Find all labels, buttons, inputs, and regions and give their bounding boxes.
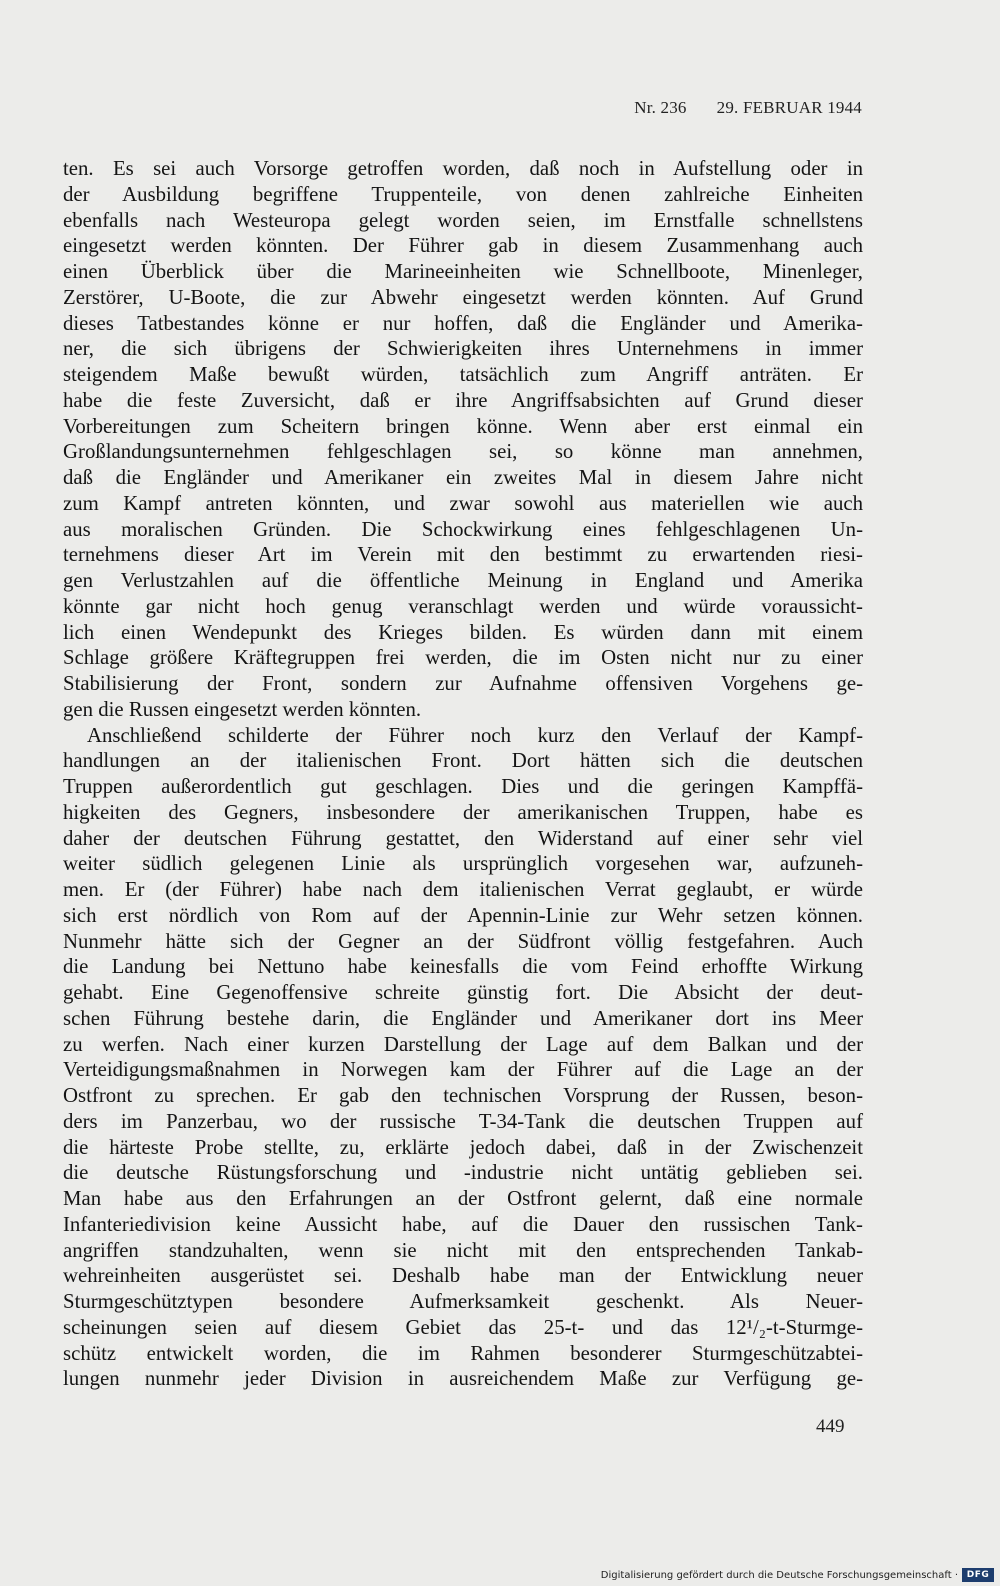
text-line: habe die feste Zuversicht, daß er ihre Angriffsabsichten auf Grund dieser bbox=[63, 388, 863, 412]
text-line: angriffen standzuhalten, wenn sie nicht mit den entsprechenden Tankab- bbox=[63, 1238, 863, 1262]
text-line: zum Kampf antreten könnten, und zwar sowohl aus materiellen wie auch bbox=[63, 491, 863, 515]
header-date: 29. FEBRUAR 1944 bbox=[716, 98, 862, 117]
text-line: gehabt. Eine Gegenoffensive schreite günstig fort. Die Absicht der deut- bbox=[63, 981, 863, 1004]
page-number: 449 bbox=[816, 1416, 845, 1437]
digitization-footer bbox=[601, 1568, 994, 1582]
text-line: Zerstörer, U-Boote, die zur Abwehr eingesetzt werden könnten. Auf Grund bbox=[63, 285, 863, 309]
text-line: schen Führung bestehe darin, die Engländer und Amerikaner dort ins Meer bbox=[63, 1006, 863, 1030]
text-line: daß die Engländer und Amerikaner ein zweites Mal in diesem Jahre nicht bbox=[63, 466, 863, 489]
text-line: wehreinheiten ausgerüstet sei. Deshalb habe man der Entwicklung neuer bbox=[63, 1264, 863, 1288]
text-line: schütz entwickelt worden, die im Rahmen besonderer Sturmgeschützabtei- bbox=[63, 1341, 863, 1365]
text-line: zu werfen. Nach einer kurzen Darstellung der Lage auf dem Balkan und der bbox=[63, 1032, 863, 1056]
paragraph-start-line: Anschließend schilderte der Führer noch kurz den Verlauf der Kampf- bbox=[87, 723, 863, 747]
text-line: könnte gar nicht hoch genug veranschlagt werden und würde voraussicht- bbox=[63, 594, 863, 618]
text-line: die deutsche Rüstungsforschung und -industrie nicht untätig geblieben sei. bbox=[63, 1161, 863, 1185]
text-line: ner, die sich übrigens der Schwierigkeiten ihres Unternehmens in immer bbox=[63, 337, 863, 361]
text-line: einen Überblick über die Marineeinheiten wie Schnellboote, Minenleger, bbox=[63, 260, 863, 283]
text-line: Verteidigungsmaßnahmen in Norwegen kam der Führer auf die Lage an der bbox=[63, 1058, 863, 1082]
text-line: aus moralischen Gründen. Die Schockwirkung eines fehlgeschlagenen Un- bbox=[63, 517, 863, 541]
text-line: eingesetzt werden könnten. Der Führer gab in diesem Zusammenhang auch bbox=[63, 234, 863, 258]
text-line: lungen nunmehr jeder Division in ausreichendem Maße zur Verfügung ge- bbox=[63, 1367, 863, 1391]
text-line: handlungen an der italienischen Front. Dort hätten sich die deutschen bbox=[63, 749, 863, 773]
text-line: weiter südlich gelegenen Linie als ursprünglich vorgesehen war, aufzuneh- bbox=[63, 852, 863, 876]
text-line: Stabilisierung der Front, sondern zur Aufnahme offensiven Vorgehens ge- bbox=[63, 672, 863, 695]
dfg-logo: DFG bbox=[962, 1568, 994, 1582]
text-line: ternehmens dieser Art im Verein mit den bestimmt zu erwartenden riesi- bbox=[63, 543, 863, 567]
text-line: scheinungen seien auf diesem Gebiet das 25-t- und das 12¹/₂-t-Sturmge- bbox=[63, 1315, 863, 1339]
text-line: Großlandungsunternehmen fehlgeschlagen sei, so könne man annehmen, bbox=[63, 440, 863, 464]
running-header bbox=[634, 98, 862, 118]
text-line: die Landung bei Nettuno habe keinesfalls die vom Feind erhoffte Wirkung bbox=[63, 955, 863, 979]
text-line: Ostfront zu sprechen. Er gab den technischen Vorsprung der Russen, beson- bbox=[63, 1084, 863, 1107]
text-line: Truppen außerordentlich gut geschlagen. Dies und die geringen Kampffä- bbox=[63, 775, 863, 798]
text-line: die härteste Probe stellte, zu, erklärte jedoch dabei, daß in der Zwischenzeit bbox=[63, 1135, 863, 1159]
text-line: ders im Panzerbau, wo der russische T-34-Tank die deutschen Truppen auf bbox=[63, 1109, 863, 1133]
footer-credit: Digitalisierung gefördert durch die Deutsche Forschungsgemeinschaft · bbox=[600, 1569, 958, 1581]
text-line: Schlage größere Kräftegruppen frei werden, die im Osten nicht nur zu einer bbox=[63, 646, 863, 670]
text-line: men. Er (der Führer) habe nach dem italienischen Verrat geglaubt, er würde bbox=[63, 878, 863, 901]
text-line: gen Verlustzahlen auf die öffentliche Meinung in England und Amerika bbox=[63, 569, 863, 592]
text-line: sich erst nördlich von Rom auf der Apennin-Linie zur Wehr setzen können. bbox=[63, 903, 863, 927]
text-line: Sturmgeschütztypen besondere Aufmerksamkeit geschenkt. Als Neuer- bbox=[63, 1290, 863, 1313]
text-line: ten. Es sei auch Vorsorge getroffen worden, daß noch in Aufstellung oder in bbox=[63, 157, 863, 180]
text-line: Vorbereitungen zum Scheitern bringen könne. Wenn aber erst einmal ein bbox=[63, 414, 863, 438]
text-line: steigendem Maße bewußt würden, tatsächlich zum Angriff anträten. Er bbox=[63, 363, 863, 386]
text-line: daher der deutschen Führung gestattet, den Widerstand auf einer sehr viel bbox=[63, 826, 863, 850]
text-line: dieses Tatbestandes könne er nur hoffen, daß die Engländer und Amerika- bbox=[63, 311, 863, 335]
text-line: der Ausbildung begriffene Truppenteile, von denen zahlreiche Einheiten bbox=[63, 182, 863, 206]
text-line: lich einen Wendepunkt des Krieges bilden. Es würden dann mit einem bbox=[63, 620, 863, 644]
text-line: higkeiten des Gegners, insbesondere der amerikanischen Truppen, habe es bbox=[63, 800, 863, 824]
text-line: Nunmehr hätte sich der Gegner an der Südfront völlig festgefahren. Auch bbox=[63, 929, 863, 953]
text-line: Man habe aus den Erfahrungen an der Ostfront gelernt, daß eine normale bbox=[63, 1187, 863, 1210]
document-number: Nr. 236 bbox=[634, 98, 687, 117]
text-line: ebenfalls nach Westeuropa gelegt worden seien, im Ernstfalle schnellstens bbox=[63, 208, 863, 232]
body-text bbox=[63, 156, 863, 1392]
text-line: Infanteriedivision keine Aussicht habe, auf die Dauer den russischen Tank- bbox=[63, 1212, 863, 1236]
paragraph-end-line: gen die Russen eingesetzt werden könnten. bbox=[63, 697, 422, 721]
